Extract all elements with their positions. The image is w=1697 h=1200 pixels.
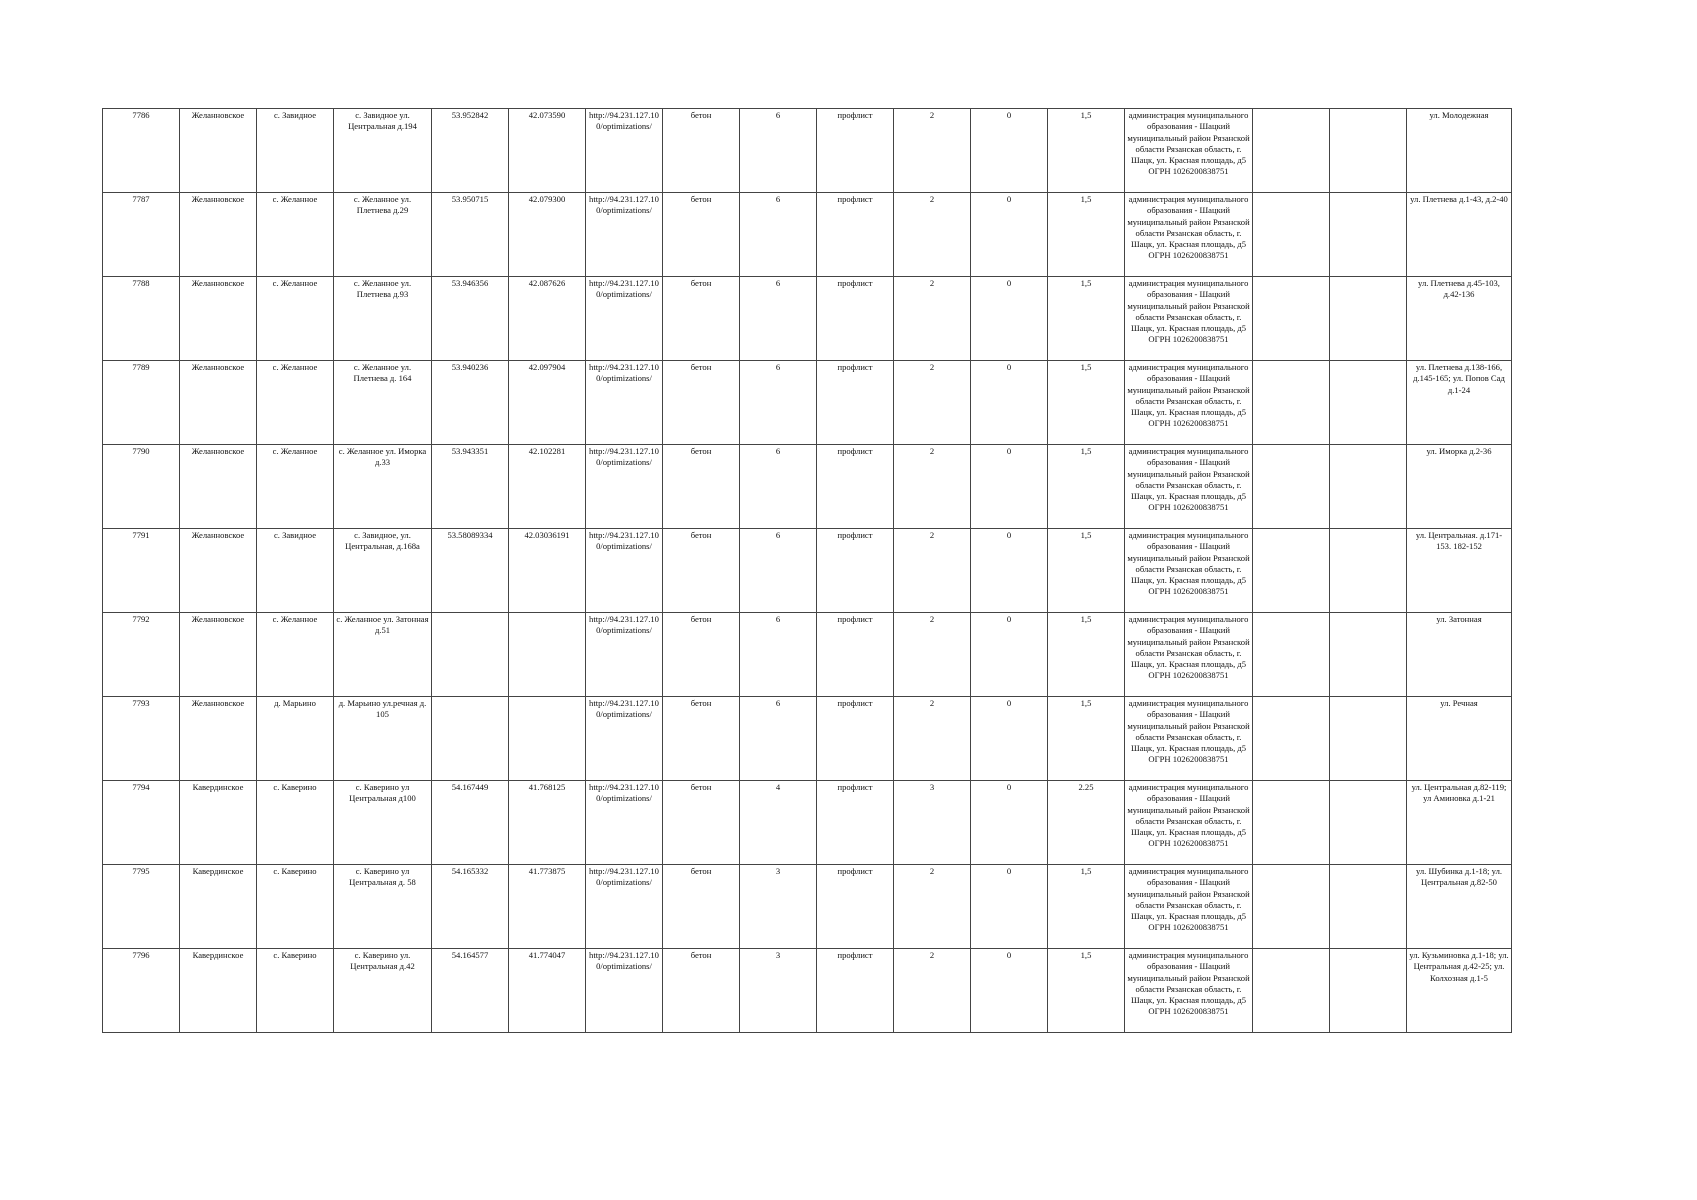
- cell-id: 7795: [103, 865, 180, 949]
- cell-address: с. Желанное ул. Плетнева д.29: [334, 193, 432, 277]
- cell-area: 6: [740, 361, 817, 445]
- cell-volume: 1,5: [1048, 529, 1125, 613]
- cell-url: http://94.231.127.100/optimizations/: [586, 361, 663, 445]
- cell-containers-planned: 0: [971, 445, 1048, 529]
- cell-containers: 2: [894, 109, 971, 193]
- cell-longitude: [509, 613, 586, 697]
- cell-area: 3: [740, 949, 817, 1033]
- cell-sources: ул. Центральная д.82-119; ул Аминовка д.1-21: [1407, 781, 1512, 865]
- cell-containers: 3: [894, 781, 971, 865]
- cell-area: 6: [740, 445, 817, 529]
- cell-fence: профлист: [817, 529, 894, 613]
- cell-longitude: 41.773875: [509, 865, 586, 949]
- cell-locality: с. Желанное: [257, 361, 334, 445]
- cell-empty: [1330, 193, 1407, 277]
- cell-owner: администрация муниципального образования - Шацкий муниципальный район Рязанской области Рязанская область, г. Шацк, ул. Красная площадь, д5 ОГРН 1026200838751: [1125, 865, 1253, 949]
- registry-table: [102, 108, 1512, 1033]
- cell-id: 7786: [103, 109, 180, 193]
- cell-locality: с. Желанное: [257, 193, 334, 277]
- cell-sources: ул. Затонная: [1407, 613, 1512, 697]
- cell-empty: [1330, 613, 1407, 697]
- cell-sources: ул. Шубинка д.1-18; ул. Центральная д.82-50: [1407, 865, 1512, 949]
- cell-empty: [1330, 781, 1407, 865]
- table-row: [103, 445, 1512, 529]
- cell-latitude: [432, 697, 509, 781]
- cell-settlement: Кавердинское: [180, 781, 257, 865]
- cell-containers-planned: 0: [971, 781, 1048, 865]
- cell-longitude: 42.073590: [509, 109, 586, 193]
- cell-containers-planned: 0: [971, 865, 1048, 949]
- cell-empty: [1330, 277, 1407, 361]
- cell-id: 7792: [103, 613, 180, 697]
- cell-empty: [1330, 445, 1407, 529]
- cell-containers-planned: 0: [971, 949, 1048, 1033]
- cell-empty: [1253, 193, 1330, 277]
- cell-volume: 2.25: [1048, 781, 1125, 865]
- cell-containers-planned: 0: [971, 109, 1048, 193]
- cell-empty: [1253, 781, 1330, 865]
- cell-empty: [1330, 697, 1407, 781]
- cell-owner: администрация муниципального образования - Шацкий муниципальный район Рязанской области Рязанская область, г. Шацк, ул. Красная площадь, д5 ОГРН 1026200838751: [1125, 193, 1253, 277]
- cell-surface: бетон: [663, 781, 740, 865]
- cell-fence: профлист: [817, 193, 894, 277]
- cell-locality: с. Каверино: [257, 949, 334, 1033]
- cell-empty: [1330, 529, 1407, 613]
- cell-longitude: [509, 697, 586, 781]
- cell-url: http://94.231.127.100/optimizations/: [586, 613, 663, 697]
- cell-surface: бетон: [663, 277, 740, 361]
- cell-locality: с. Завидное: [257, 109, 334, 193]
- cell-id: 7791: [103, 529, 180, 613]
- cell-containers-planned: 0: [971, 193, 1048, 277]
- cell-latitude: 53.946356: [432, 277, 509, 361]
- cell-containers: 2: [894, 193, 971, 277]
- cell-surface: бетон: [663, 361, 740, 445]
- cell-containers: 2: [894, 445, 971, 529]
- cell-url: http://94.231.127.100/optimizations/: [586, 109, 663, 193]
- cell-url: http://94.231.127.100/optimizations/: [586, 529, 663, 613]
- cell-locality: с. Каверино: [257, 865, 334, 949]
- cell-owner: администрация муниципального образования - Шацкий муниципальный район Рязанской области Рязанская область, г. Шацк, ул. Красная площадь, д5 ОГРН 1026200838751: [1125, 613, 1253, 697]
- cell-longitude: 41.768125: [509, 781, 586, 865]
- cell-settlement: Желанновское: [180, 529, 257, 613]
- cell-fence: профлист: [817, 949, 894, 1033]
- cell-sources: ул. Кузьминовка д.1-18; ул. Центральная д.42-25; ул. Колхозная д.1-5: [1407, 949, 1512, 1033]
- cell-settlement: Желанновское: [180, 109, 257, 193]
- cell-locality: д. Марьино: [257, 697, 334, 781]
- cell-settlement: Кавердинское: [180, 865, 257, 949]
- cell-id: 7793: [103, 697, 180, 781]
- cell-empty: [1253, 865, 1330, 949]
- cell-owner: администрация муниципального образования - Шацкий муниципальный район Рязанской области Рязанская область, г. Шацк, ул. Красная площадь, д5 ОГРН 1026200838751: [1125, 949, 1253, 1033]
- table-row: [103, 865, 1512, 949]
- cell-empty: [1253, 445, 1330, 529]
- cell-area: 6: [740, 109, 817, 193]
- cell-longitude: 41.774047: [509, 949, 586, 1033]
- cell-settlement: Желанновское: [180, 697, 257, 781]
- cell-area: 6: [740, 613, 817, 697]
- cell-latitude: 53.952842: [432, 109, 509, 193]
- cell-empty: [1253, 361, 1330, 445]
- cell-id: 7794: [103, 781, 180, 865]
- cell-volume: 1,5: [1048, 697, 1125, 781]
- cell-surface: бетон: [663, 613, 740, 697]
- cell-area: 6: [740, 193, 817, 277]
- table-row: [103, 697, 1512, 781]
- table-row: [103, 193, 1512, 277]
- cell-fence: профлист: [817, 361, 894, 445]
- cell-sources: ул. Центральная. д.171-153. 182-152: [1407, 529, 1512, 613]
- cell-address: с. Желанное ул. Плетнева д. 164: [334, 361, 432, 445]
- cell-id: 7789: [103, 361, 180, 445]
- cell-empty: [1330, 361, 1407, 445]
- cell-latitude: 54.164577: [432, 949, 509, 1033]
- cell-containers: 2: [894, 529, 971, 613]
- cell-latitude: 54.167449: [432, 781, 509, 865]
- cell-id: 7788: [103, 277, 180, 361]
- cell-locality: с. Каверино: [257, 781, 334, 865]
- cell-containers-planned: 0: [971, 529, 1048, 613]
- cell-longitude: 42.079300: [509, 193, 586, 277]
- cell-volume: 1,5: [1048, 193, 1125, 277]
- cell-empty: [1330, 109, 1407, 193]
- cell-url: http://94.231.127.100/optimizations/: [586, 445, 663, 529]
- cell-empty: [1330, 865, 1407, 949]
- cell-latitude: 53.943351: [432, 445, 509, 529]
- cell-surface: бетон: [663, 445, 740, 529]
- cell-containers: 2: [894, 613, 971, 697]
- cell-longitude: 42.097904: [509, 361, 586, 445]
- cell-locality: с. Завидное: [257, 529, 334, 613]
- registry-body: [103, 109, 1512, 1033]
- cell-empty: [1253, 613, 1330, 697]
- cell-empty: [1253, 277, 1330, 361]
- table-row: [103, 529, 1512, 613]
- cell-owner: администрация муниципального образования - Шацкий муниципальный район Рязанской области Рязанская область, г. Шацк, ул. Красная площадь, д5 ОГРН 1026200838751: [1125, 109, 1253, 193]
- cell-settlement: Желанновское: [180, 277, 257, 361]
- table-row: [103, 361, 1512, 445]
- cell-volume: 1,5: [1048, 109, 1125, 193]
- cell-fence: профлист: [817, 781, 894, 865]
- cell-id: 7790: [103, 445, 180, 529]
- cell-address: с. Каверино ул Центральная д. 58: [334, 865, 432, 949]
- cell-url: http://94.231.127.100/optimizations/: [586, 865, 663, 949]
- cell-locality: с. Желанное: [257, 445, 334, 529]
- table-row: [103, 781, 1512, 865]
- cell-url: http://94.231.127.100/optimizations/: [586, 277, 663, 361]
- cell-sources: ул. Речная: [1407, 697, 1512, 781]
- cell-address: с. Желанное ул. Иморка д.33: [334, 445, 432, 529]
- cell-fence: профлист: [817, 445, 894, 529]
- cell-containers: 2: [894, 949, 971, 1033]
- cell-id: 7787: [103, 193, 180, 277]
- cell-address: д. Марьино ул.речная д. 105: [334, 697, 432, 781]
- cell-latitude: 53.940236: [432, 361, 509, 445]
- cell-address: с. Завидное, ул. Центральная, д.168а: [334, 529, 432, 613]
- cell-empty: [1253, 697, 1330, 781]
- cell-area: 6: [740, 529, 817, 613]
- cell-containers-planned: 0: [971, 697, 1048, 781]
- cell-empty: [1330, 949, 1407, 1033]
- cell-containers: 2: [894, 697, 971, 781]
- cell-address: с. Желанное ул. Плетнева д.93: [334, 277, 432, 361]
- cell-settlement: Желанновское: [180, 193, 257, 277]
- cell-latitude: [432, 613, 509, 697]
- cell-latitude: 53.950715: [432, 193, 509, 277]
- cell-containers-planned: 0: [971, 277, 1048, 361]
- cell-volume: 1,5: [1048, 445, 1125, 529]
- table-row: [103, 613, 1512, 697]
- cell-volume: 1,5: [1048, 613, 1125, 697]
- cell-url: http://94.231.127.100/optimizations/: [586, 781, 663, 865]
- cell-address: с. Желанное ул. Затонная д.51: [334, 613, 432, 697]
- cell-sources: ул. Молодежная: [1407, 109, 1512, 193]
- cell-surface: бетон: [663, 109, 740, 193]
- cell-surface: бетон: [663, 865, 740, 949]
- cell-owner: администрация муниципального образования - Шацкий муниципальный район Рязанской области Рязанская область, г. Шацк, ул. Красная площадь, д5 ОГРН 1026200838751: [1125, 529, 1253, 613]
- cell-area: 4: [740, 781, 817, 865]
- cell-owner: администрация муниципального образования - Шацкий муниципальный район Рязанской области Рязанская область, г. Шацк, ул. Красная площадь, д5 ОГРН 1026200838751: [1125, 697, 1253, 781]
- cell-address: с. Каверино ул. Центральная д.42: [334, 949, 432, 1033]
- cell-containers: 2: [894, 865, 971, 949]
- cell-volume: 1,5: [1048, 361, 1125, 445]
- table-row: [103, 277, 1512, 361]
- cell-sources: ул. Плетнева д.138-166, д.145-165; ул. Попов Сад д.1-24: [1407, 361, 1512, 445]
- cell-area: 6: [740, 697, 817, 781]
- cell-volume: 1,5: [1048, 277, 1125, 361]
- cell-settlement: Желанновское: [180, 445, 257, 529]
- cell-address: с. Завидное ул. Центральная д.194: [334, 109, 432, 193]
- cell-owner: администрация муниципального образования - Шацкий муниципальный район Рязанской области Рязанская область, г. Шацк, ул. Красная площадь, д5 ОГРН 1026200838751: [1125, 361, 1253, 445]
- cell-fence: профлист: [817, 109, 894, 193]
- cell-url: http://94.231.127.100/optimizations/: [586, 193, 663, 277]
- cell-surface: бетон: [663, 193, 740, 277]
- cell-fence: профлист: [817, 277, 894, 361]
- cell-fence: профлист: [817, 697, 894, 781]
- cell-area: 6: [740, 277, 817, 361]
- table-row: [103, 949, 1512, 1033]
- cell-url: http://94.231.127.100/optimizations/: [586, 949, 663, 1033]
- cell-owner: администрация муниципального образования - Шацкий муниципальный район Рязанской области Рязанская область, г. Шацк, ул. Красная площадь, д5 ОГРН 1026200838751: [1125, 445, 1253, 529]
- table-row: [103, 109, 1512, 193]
- cell-settlement: Желанновское: [180, 361, 257, 445]
- cell-address: с. Каверино ул Центральная д100: [334, 781, 432, 865]
- cell-settlement: Желанновское: [180, 613, 257, 697]
- cell-owner: администрация муниципального образования - Шацкий муниципальный район Рязанской области Рязанская область, г. Шацк, ул. Красная площадь, д5 ОГРН 1026200838751: [1125, 277, 1253, 361]
- cell-containers: 2: [894, 277, 971, 361]
- cell-containers-planned: 0: [971, 613, 1048, 697]
- cell-id: 7796: [103, 949, 180, 1033]
- cell-containers: 2: [894, 361, 971, 445]
- cell-fence: профлист: [817, 613, 894, 697]
- cell-empty: [1253, 109, 1330, 193]
- cell-containers-planned: 0: [971, 361, 1048, 445]
- cell-surface: бетон: [663, 529, 740, 613]
- cell-surface: бетон: [663, 949, 740, 1033]
- cell-latitude: 53.58089334: [432, 529, 509, 613]
- cell-owner: администрация муниципального образования - Шацкий муниципальный район Рязанской области Рязанская область, г. Шацк, ул. Красная площадь, д5 ОГРН 1026200838751: [1125, 781, 1253, 865]
- cell-area: 3: [740, 865, 817, 949]
- cell-longitude: 42.087626: [509, 277, 586, 361]
- cell-surface: бетон: [663, 697, 740, 781]
- cell-volume: 1,5: [1048, 949, 1125, 1033]
- cell-latitude: 54.165332: [432, 865, 509, 949]
- cell-empty: [1253, 529, 1330, 613]
- cell-longitude: 42.03036191: [509, 529, 586, 613]
- cell-settlement: Кавердинское: [180, 949, 257, 1033]
- cell-empty: [1253, 949, 1330, 1033]
- cell-locality: с. Желанное: [257, 277, 334, 361]
- cell-url: http://94.231.127.100/optimizations/: [586, 697, 663, 781]
- cell-locality: с. Желанное: [257, 613, 334, 697]
- cell-sources: ул. Плетнева д.1-43, д.2-40: [1407, 193, 1512, 277]
- cell-fence: профлист: [817, 865, 894, 949]
- cell-sources: ул. Иморка д.2-36: [1407, 445, 1512, 529]
- cell-volume: 1,5: [1048, 865, 1125, 949]
- cell-sources: ул. Плетнева д.45-103, д.42-136: [1407, 277, 1512, 361]
- cell-longitude: 42.102281: [509, 445, 586, 529]
